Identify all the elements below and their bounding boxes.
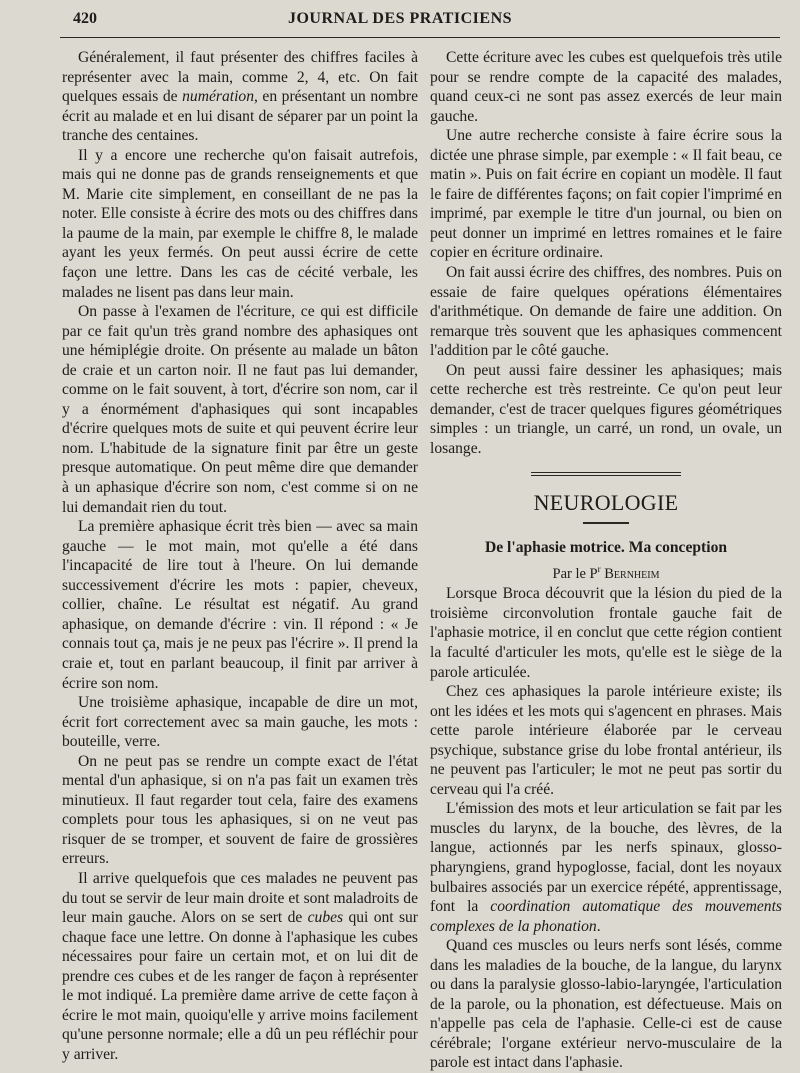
paragraph: La première aphasique écrit très bien — avec sa main gauche — le mot main, mot qu'elle a été dans l'incapacité de lire tout à l'heure. On lui demande successivement d'écrire les mots : papier, cheveux, collier, chaîne. Le résultat est négatif. Au grand aphasique, on demande d'écrire : vin. Il répond : « Je connais tout ça, mais je ne peux pas l'écrire ». Il prend la craie et, tout en parlant beaucoup, il finit par arriver à écrire son nom. <box>62 518 418 692</box>
paragraph: Une troisième aphasique, incapable de dire un mot, écrit fort correctement avec sa main gauche, les mots : bouteille, verre. <box>62 694 418 751</box>
paragraph: Cette écriture avec les cubes est quelquefois très utile pour se rendre compte de la capacité des malades, quand ceux-ci ne sont pas assez exercés de leur main gauche. <box>430 49 782 125</box>
paragraph: On ne peut pas se rendre un compte exact de l'état mental d'un aphasique, si on n'a pas fait un examen très minutieux. Il faut regarder tout cela, faire des examens complets pour tous les aphasiques, si on ne veut pas risquer de se tromper, et souvent de faire de grossières erreurs. <box>62 752 418 868</box>
title-rule <box>583 522 629 524</box>
paragraph: Lorsque Broca découvrit que la lésion du pied de la troisième circonvolution frontale gauche fait de l'aphasie motrice, il en conclut que cette région contient la faculté d'articuler les mots, qu'elle est le siège de la parole articulée. <box>430 585 782 681</box>
paragraph: Quand ces muscles ou leurs nerfs sont lésés, comme dans les maladies de la bouche, de la langue, du larynx ou dans la paralysie glosso-labio-laryngée, l'articulation de la parole, ou la phonation, est défectueuse. Mais on n'appelle pas cela de l'aphasie. Celle-ci est de cause cérébrale; l'organe extérieur nervo-musculaire de la parole est intact dans l'aphasie. <box>430 937 782 1072</box>
paragraph: L'émission des mots et leur articulation se fait par les muscles du larynx, de la bouche, des lèvres, de la langue, actionnés par les nerfs spinaux, glosso-pharyngiens, grand hypoglosse, facial, dont les noyaux bulbaires associés par un exercice répété, apprentissage, font la coordination automatique des mouvements complexes de la phonation. <box>430 800 782 935</box>
paragraph: On fait aussi écrire des chiffres, des nombres. Puis on essaie de faire quelques opérations élémentaires d'arithmétique. On demande de faire une addition. On remarque très souvent que les aphasiques commencent l'addition par le côté gauche. <box>430 264 782 360</box>
emphasis: numération <box>182 88 254 106</box>
paragraph: Il y a encore une recherche qu'on faisait autrefois, mais qui ne donne pas de grands renseignements et que M. Marie cite simplement, en conseillant de ne pas la noter. Elle consiste à écrire des mots ou des chiffres dans la paume de la main, par exemple le chiffre 8, le malade ayant les yeux fermés. On peut aussi écrire de cette façon une lettre. Dans les cas de cécité verbale, les malades ne lisent pas dans leur main. <box>62 146 418 301</box>
paragraph: On peut aussi faire dessiner les aphasiques; mais cette recherche est très restreinte. Ce qu'on peut leur demander, c'est de tracer quelques figures géométriques simples : un triangle, un carré, un rond, un ovale, un losange. <box>430 361 782 457</box>
article-title: De l'aphasie motrice. Ma conception <box>484 539 728 557</box>
section-title: NEUROLOGIE <box>533 490 679 516</box>
paragraph: Chez ces aphasiques la parole intérieure existe; ils ont les idées et les mots qui s'agencent en phrases. Mais cette parole intérieure élaborée par le cerveau psychique, substance grise du lobe frontal antérieur, ils ne peuvent pas l'articuler; le mot ne peut pas sortir du cerveau qui l'a créé. <box>430 683 782 798</box>
byline: Par le $P^r$ Bernheim <box>552 564 660 583</box>
header-rule <box>60 37 780 38</box>
page-header <box>0 6 800 36</box>
author-name: Bernheim <box>604 566 660 583</box>
left-column <box>62 48 418 1064</box>
paragraph: Une autre recherche consiste à faire écrire sous la dictée une phrase simple, par exemple : « Il fait beau, ce matin ». Puis on fait écrire en copiant un modèle. Il faut le faire de différentes façons; on fait copier l'imprimé en imprimé, par exemple le titre d'un journal, ou bien on peut donner un imprimé en lettres romaines et le faire copier en écriture ordinaire. <box>430 127 782 262</box>
section-divider <box>531 472 681 478</box>
emphasis: cubes <box>307 909 344 927</box>
page-number: 420 <box>73 10 97 27</box>
journal-title: JOURNAL DES PRATICIENS <box>287 10 513 27</box>
emphasis: coordination automatique des mouvements complexes de la phonation <box>430 898 782 935</box>
paragraph: Généralement, il faut présenter des chiffres faciles à représenter avec la main, comme 2, 4, etc. On fait quelques essais de numération, en présentant un nombre écrit au malade et en lui disant de séparer par un point la tranche des centaines. <box>62 49 418 145</box>
right-column <box>430 48 782 1073</box>
paragraph: On passe à l'examen de l'écriture, ce qui est difficile par ce fait qu'un très grand nombre des aphasiques ont une hémiplégie droite. On présente au malade un bâton de craie et un carton noir. Il ne faut pas lui demander, comme on le fait souvent, à tort, d'écrire son nom, car il y a énormément d'aphasiques qui sont incapables d'écrire quelques mots de suite et qui peuvent écrire leur nom. L'habitude de la signature finit par être un geste presque automatique. On peut même dire que demander à un aphasique d'écrire son nom, c'est comme si on ne lui demandait rien du tout. <box>62 303 418 516</box>
paragraph: Il arrive quelquefois que ces malades ne peuvent pas du tout se servir de leur main droite et sont maladroits de leur main gauche. Alors on se sert de cubes qui ont sur chaque face une lettre. On donne à l'aphasique les cubes nécessaires pour faire un certain mot, et on lui dit de prendre ces cubes et de les ranger de façon à représenter le mot indiqué. La première dame arrive de cette façon à écrire le mot main, quoiqu'elle y arrive moins facilement qu'une personne normale; elle a dû un peu réfléchir pour y arriver. <box>62 869 418 1063</box>
